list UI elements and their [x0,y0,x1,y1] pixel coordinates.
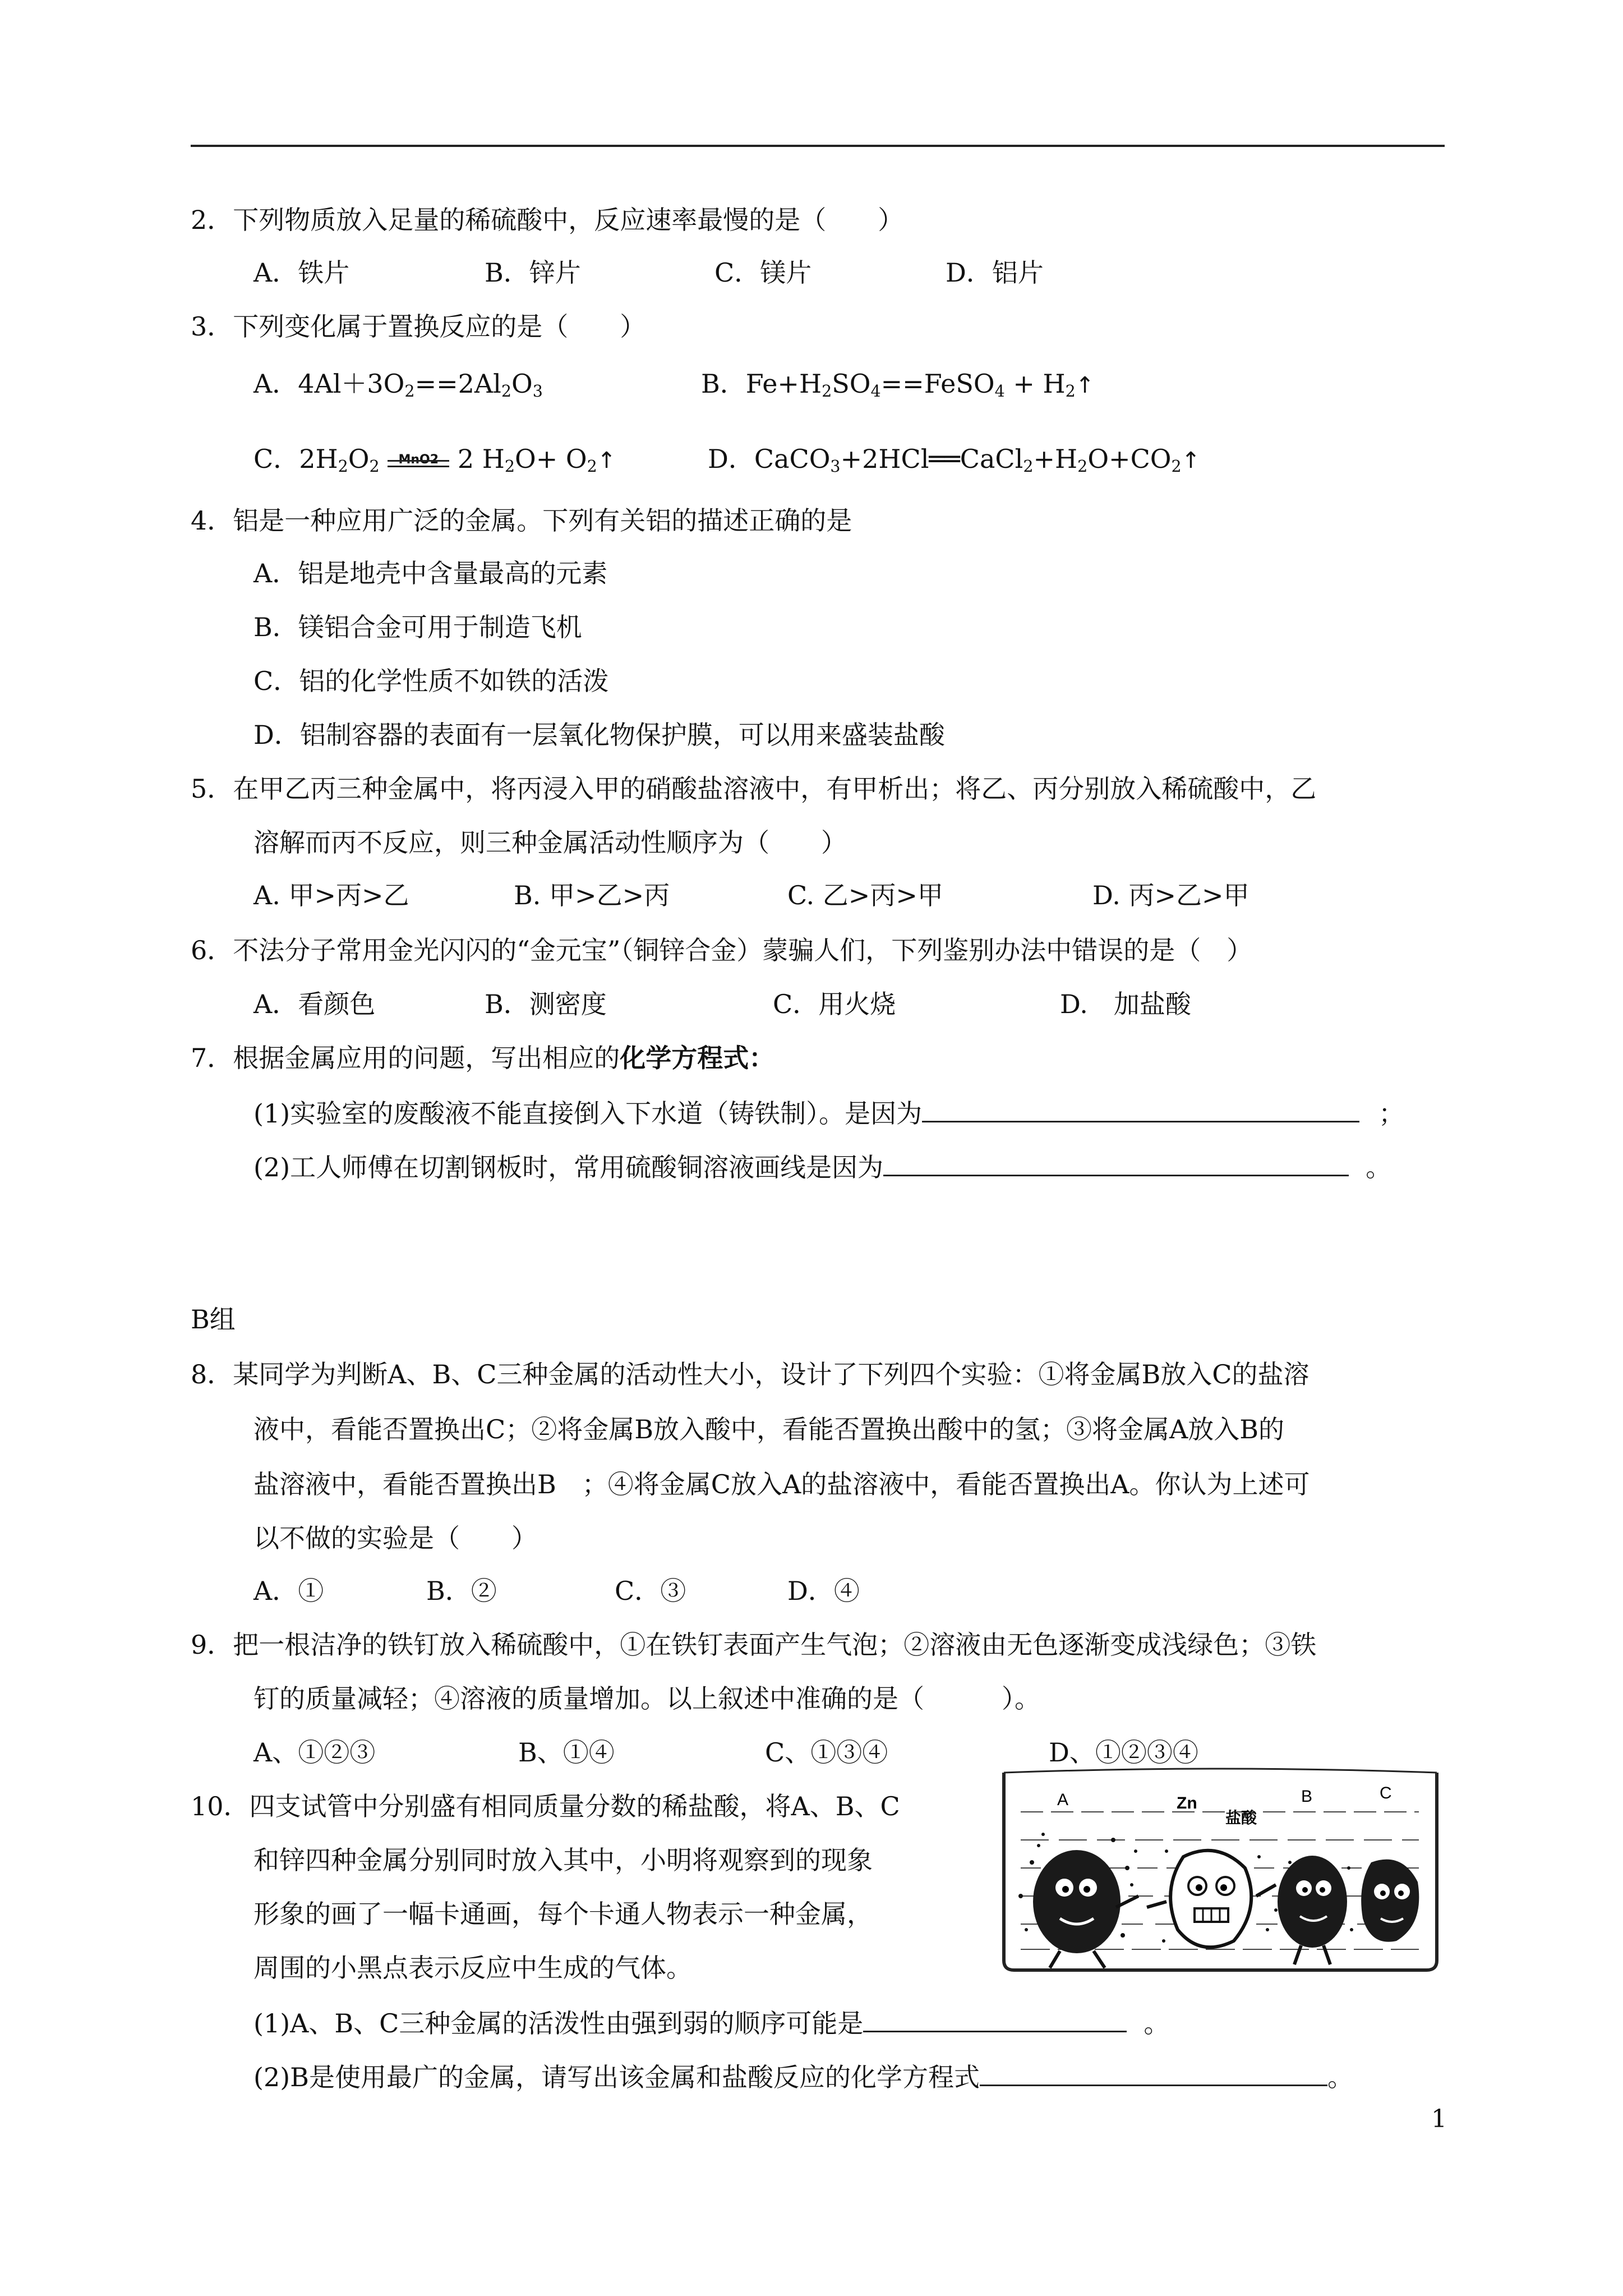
q8-line-4: 以不做的实验是（ ） [253,1523,537,1553]
q7-sub-1: (1)实验室的废酸液不能直接倒入下水道（铸铁制）。是因为 ； [253,1095,1404,1130]
gas-arrow-icon: ↑ [1075,372,1095,398]
q9-line-1: 9．把一根洁净的铁钉放入稀硫酸中，①在铁钉表面产生气泡；②溶液由无色逐渐变成浅绿色；③铁 [191,1630,1317,1660]
gas-arrow-icon: ↑ [597,448,616,473]
q4-option-d: D．铝制容器的表面有一层氧化物保护膜，可以用来盛装盐酸 [253,720,945,750]
metal-b-character [1278,1856,1347,1964]
q6-option-d: D. 加盐酸 [1060,989,1191,1019]
group-b-heading: B组 [191,1304,236,1335]
q8-line-3: 盐溶液中，看能否置换出B ；④将金属C放入A的盐溶液中，看能否置换出A。你认为上述可 [253,1469,1310,1499]
answer-blank[interactable] [863,2005,1127,2032]
q10-line-3: 形象的画了一幅卡通画，每个卡通人物表示一种金属， [253,1899,873,1929]
metal-zn-character [1147,1851,1276,1948]
q10-line-4: 周围的小黑点表示反应中生成的气体。 [253,1953,692,1983]
q3-stem: 3．下列变化属于置换反应的是（ ） [191,311,646,342]
q4-option-c: C．铝的化学性质不如铁的活泼 [253,666,609,696]
header-rule [191,145,1445,147]
q9-option-b: B、①④ [518,1737,615,1768]
q8-line-1: 8．某同学为判断A、B、C三种金属的活动性大小，设计了下列四个实验：①将金属B放入C的盐溶 [191,1359,1310,1389]
metal-c-character [1361,1860,1419,1942]
q10-sub-2: (2)B是使用最广的金属，请写出该金属和盐酸反应的化学方程式 。 [253,2059,1353,2094]
q5-option-b: B. 甲>乙>丙 [514,880,670,910]
q8-option-b: B．② [426,1576,497,1606]
q2-option-b: B．锌片 [485,257,581,288]
answer-blank[interactable] [922,1095,1359,1122]
label-c: C [1380,1784,1392,1802]
label-b: B [1301,1787,1313,1806]
q10-line-1: 10．四支试管中分别盛有相同质量分数的稀盐酸，将A、B、C [191,1791,900,1821]
q10-sub-1: (1)A、B、C三种金属的活泼性由强到弱的顺序可能是 。 [253,2005,1169,2040]
q9-option-c: C、①③④ [765,1737,888,1768]
catalyst-equals-sign: MnO2 [388,444,449,478]
q9-option-a: A、①②③ [253,1737,376,1768]
gas-arrow-icon: ↑ [1181,448,1201,473]
q4-stem: 4．铝是一种应用广泛的金属。下列有关铝的描述正确的是 [191,505,852,536]
q6-option-a: A．看颜色 [253,989,376,1019]
q4-option-a: A．铝是地壳中含量最高的元素 [253,558,608,588]
q9-option-d: D、①②③④ [1049,1737,1198,1768]
q8-line-2: 液中，看能否置换出C；②将金属B放入酸中，看能否置换出酸中的氢；③将金属A放入B的 [253,1414,1285,1444]
q2-stem: 2．下列物质放入足量的稀硫酸中，反应速率最慢的是（ ） [191,205,904,235]
q3-option-d: D．$CaCO_3+2HCl══CaCl_2+H_2O+CO_2↑$ [708,444,1201,476]
q5-line-2: 溶解而丙不反应，则三种金属活动性顺序为（ ） [253,827,847,858]
q2-option-a: A．铁片 [253,257,350,288]
page-number: 1 [1431,2105,1447,2133]
q5-option-a: A. 甲>丙>乙 [253,880,409,910]
q4-option-b: B．镁铝合金可用于制造飞机 [253,612,582,642]
q10-line-2: 和锌四种金属分别同时放入其中，小明将观察到的现象 [253,1845,873,1875]
metals-in-acid-cartoon [998,1761,1442,1975]
q2-option-c: C．镁片 [714,257,812,288]
q5-option-c: C. 乙>丙>甲 [787,880,943,910]
label-acid: 盐酸 [1225,1809,1257,1827]
q7-stem: 7．根据金属应用的问题，写出相应的化学方程式： [191,1043,775,1073]
q5-option-d: D. 丙>乙>甲 [1092,880,1249,910]
q3-option-c: C．$2H_2O_2$ MnO2 2 $H_2O+$ $O_2↑$ [253,442,616,478]
q5-line-1: 5．在甲乙丙三种金属中，将丙浸入甲的硝酸盐溶液中，有甲析出；将乙、丙分别放入稀硫酸中，乙 [191,774,1317,804]
label-a: A [1057,1791,1069,1809]
q3-option-a: A．$4Al+3O_2==2Al_2O_3$ [253,369,543,401]
q8-option-d: D．④ [787,1576,860,1606]
q6-stem: 6．不法分子常用金光闪闪的“金元宝”（铜锌合金）蒙骗人们，下列鉴别办法中错误的是（ ） [191,935,1253,965]
q8-option-a: A．① [253,1576,324,1606]
q3-option-b: B．$Fe+H_2SO_4==FeSO_4$ + $H_2↑$ [701,369,1095,401]
q6-option-b: B．测密度 [485,989,607,1019]
label-zn: Zn [1177,1794,1197,1812]
q9-line-2: 钉的质量减轻；④溶液的质量增加。以上叙述中准确的是（ ）。 [253,1683,1040,1714]
q8-option-c: C．③ [615,1576,686,1606]
q7-sub-2: (2)工人师傅在切割钢板时，常用硫酸铜溶液画线是因为 。 [253,1149,1391,1184]
q6-option-c: C．用火烧 [773,989,896,1019]
answer-blank[interactable] [980,2059,1327,2086]
answer-blank[interactable] [883,1149,1349,1176]
q2-option-d: D．铝片 [946,257,1044,288]
